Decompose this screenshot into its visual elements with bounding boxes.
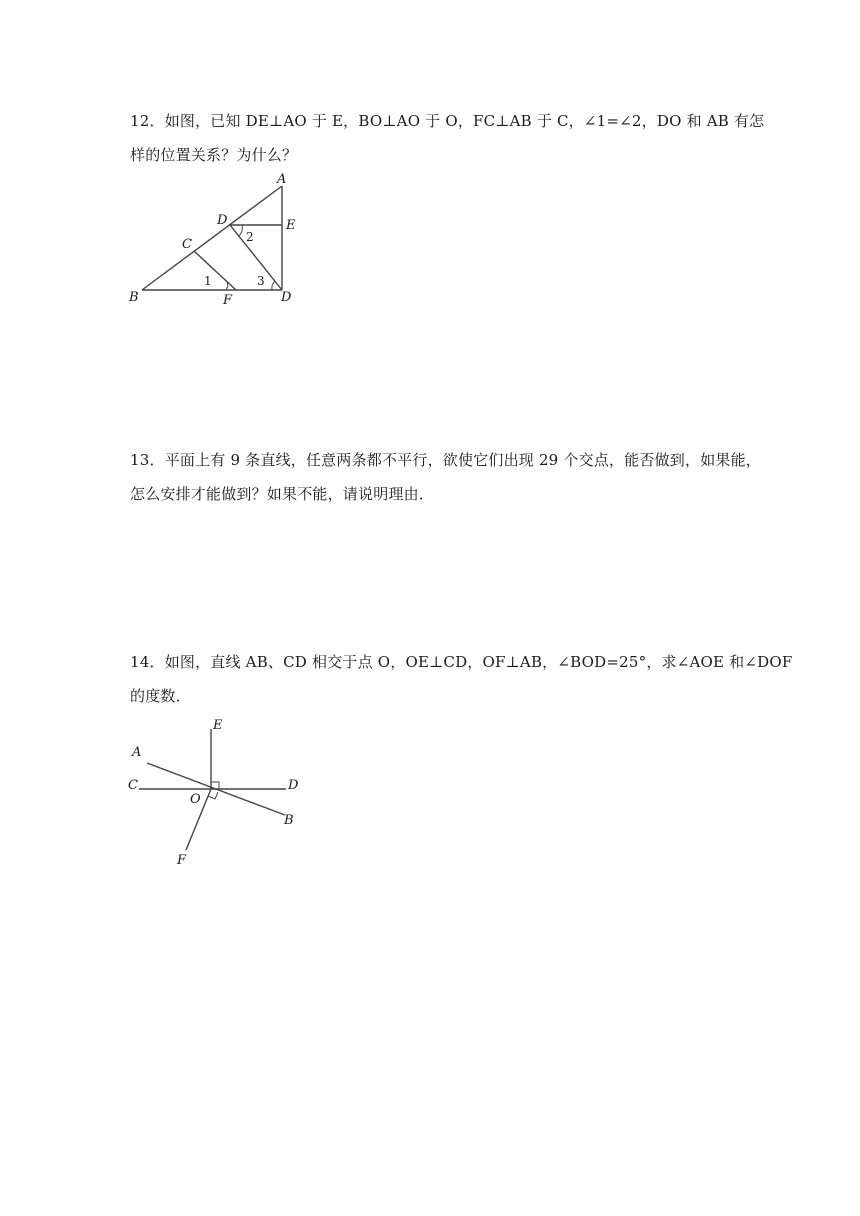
- question-14-line-2: 的度数．: [130, 687, 191, 705]
- label-e: E: [286, 218, 296, 233]
- label-a: A: [277, 172, 287, 187]
- question-text: 如图，已知 DE⊥AO 于 E，BO⊥AO 于 O，FC⊥AB 于 C，∠1=∠2，DO 和 AB 有怎: [164, 112, 765, 130]
- label-o: O: [190, 792, 201, 807]
- question-12-line-2: 样的位置关系？为什么？: [130, 146, 298, 164]
- question-12: [130, 104, 765, 172]
- label-a: A: [132, 745, 142, 760]
- label-c: C: [128, 778, 138, 793]
- label-f: F: [223, 293, 233, 308]
- question-13: [130, 443, 761, 511]
- segment-do: [230, 225, 282, 290]
- label-d: D: [288, 778, 299, 793]
- angle-2-arc: [239, 225, 242, 236]
- question-13-line-1: [130, 443, 761, 477]
- question-12-figure: [126, 170, 306, 310]
- question-14-line-1: [130, 645, 793, 679]
- question-text: 平面上有 9 条直线，任意两条都不平行，欲使它们出现 29 个交点，能否做到，如果能，: [164, 451, 761, 469]
- label-angle-1: 1: [204, 274, 212, 288]
- segment-cf: [194, 251, 236, 290]
- question-number: 12．: [130, 112, 165, 130]
- label-angle-3: 3: [257, 274, 265, 288]
- label-c: C: [182, 237, 192, 252]
- label-angle-2: 2: [246, 230, 254, 244]
- label-b: B: [129, 290, 139, 305]
- question-14-figure: [124, 712, 314, 872]
- question-12-line-1: [130, 104, 765, 138]
- question-number: 14．: [130, 653, 165, 671]
- question-13-line-2: 怎么安排才能做到？如果不能，请说明理由．: [130, 485, 435, 503]
- label-f: F: [177, 853, 187, 868]
- question-text: 如图，直线 AB、CD 相交于点 O，OE⊥CD，OF⊥AB，∠BOD=25°，求∠AOE 和∠DOF: [164, 653, 793, 671]
- label-d-top: D: [217, 213, 228, 228]
- question-number: 13．: [130, 451, 165, 469]
- label-e: E: [213, 718, 223, 733]
- label-d-bottom: D: [281, 290, 292, 305]
- question-14: [130, 645, 793, 713]
- label-b: B: [284, 813, 294, 828]
- angle-3-arc: [272, 281, 275, 290]
